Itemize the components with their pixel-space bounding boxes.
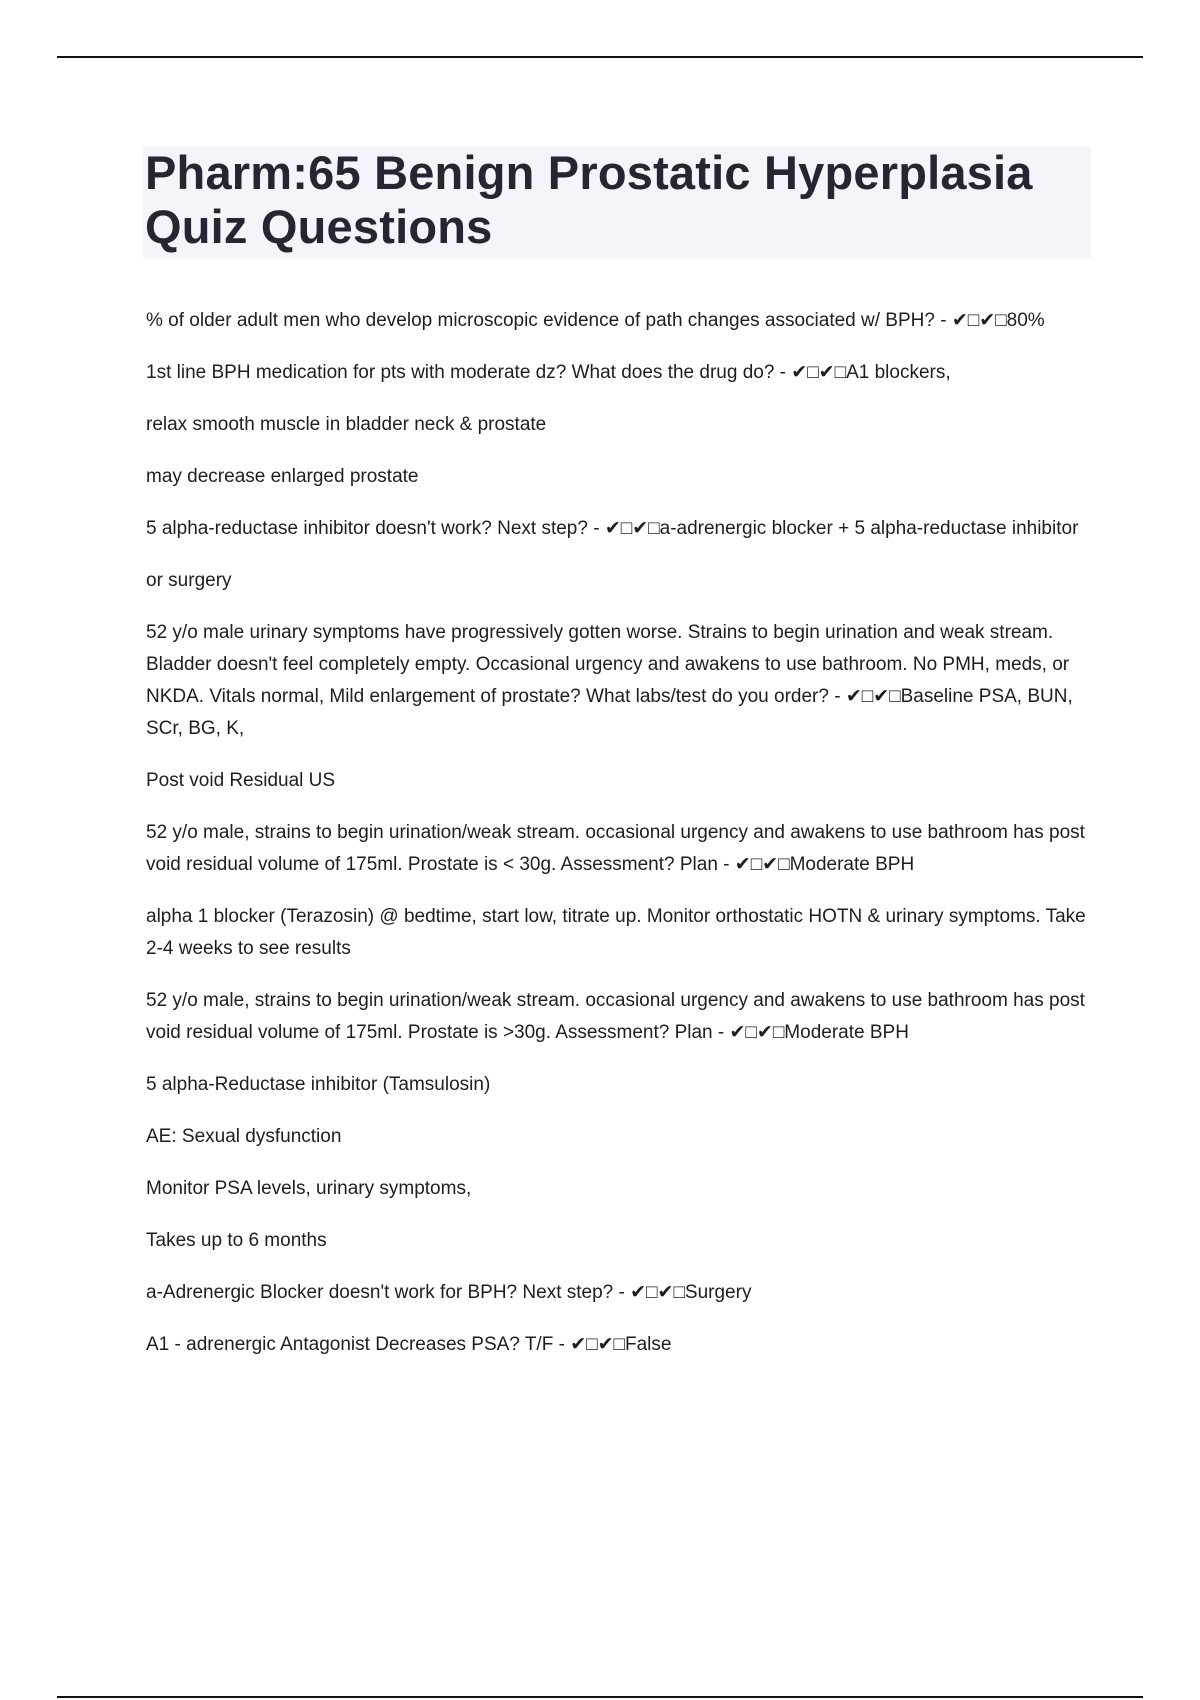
quiz-item <box>146 357 1096 389</box>
quiz-content <box>146 305 1096 1381</box>
top-rule <box>57 56 1143 58</box>
quiz-item <box>146 1277 1096 1309</box>
question-text: a-Adrenergic Blocker doesn't work for BPH? Next step? - <box>146 1282 631 1303</box>
quiz-item <box>146 513 1096 545</box>
check-separator-icon: ✔□✔□ <box>604 518 660 539</box>
title-banner <box>143 146 1091 258</box>
answer-text: Baseline PSA, BUN, SCr, BG, K, <box>146 686 1073 739</box>
answer-continuation: or surgery <box>146 570 232 591</box>
check-separator-icon: ✔□✔□ <box>734 854 790 875</box>
answer-continuation: alpha 1 blocker (Terazosin) @ bedtime, start low, titrate up. Monitor orthostatic HOTN & urinary symptoms. Take 2-4 weeks to see results <box>146 906 1086 959</box>
answer-text: Moderate BPH <box>784 1022 909 1043</box>
check-separator-icon: ✔□✔□ <box>845 686 901 707</box>
answer-continuation: Post void Residual US <box>146 770 336 791</box>
answer-text: a-adrenergic blocker + 5 alpha-reductase inhibitor <box>659 518 1079 539</box>
answer-continuation: 5 alpha-Reductase inhibitor (Tamsulosin) <box>146 1074 491 1095</box>
answer-text: A1 blockers, <box>846 362 951 383</box>
answer-text: Moderate BPH <box>789 854 915 875</box>
answer-text: Surgery <box>684 1282 752 1303</box>
quiz-item <box>146 305 1096 337</box>
question-text: A1 - adrenergic Antagonist Decreases PSA? T/F - <box>146 1334 571 1355</box>
quiz-item <box>146 617 1096 745</box>
answer-continuation: relax smooth muscle in bladder neck & prostate <box>146 414 547 435</box>
check-separator-icon: ✔□✔□ <box>729 1022 785 1043</box>
question-text: 52 y/o male, strains to begin urination/weak stream. occasional urgency and awakens to use bathroom has post void residual volume of 175ml. Prostate is < 30g. Assessment? Plan - <box>146 822 1085 875</box>
answer-continuation: Takes up to 6 months <box>146 1230 327 1251</box>
question-text: % of older adult men who develop microscopic evidence of path changes associated w/ BPH? - <box>146 310 952 331</box>
bottom-rule <box>57 1696 1143 1698</box>
answer-continuation: may decrease enlarged prostate <box>146 466 419 487</box>
quiz-item <box>146 1329 1096 1361</box>
answer-text: 80% <box>1006 310 1045 331</box>
answer-continuation: Monitor PSA levels, urinary symptoms, <box>146 1178 472 1199</box>
answer-continuation: AE: Sexual dysfunction <box>146 1126 342 1147</box>
check-separator-icon: ✔□✔□ <box>951 310 1007 331</box>
question-text: 5 alpha-reductase inhibitor doesn't work? Next step? - <box>146 518 605 539</box>
check-separator-icon: ✔□✔□ <box>630 1282 685 1303</box>
check-separator-icon: ✔□✔□ <box>791 362 847 383</box>
question-text: 52 y/o male, strains to begin urination/weak stream. occasional urgency and awakens to use bathroom has post void residual volume of 175ml. Prostate is >30g. Assessment? Plan - <box>146 990 1085 1043</box>
question-text: 1st line BPH medication for pts with moderate dz? What does the drug do? - <box>146 362 792 383</box>
page-title: Pharm:65 Benign Prostatic Hyperplasia Quiz Questions <box>145 146 1033 253</box>
quiz-item <box>146 817 1096 881</box>
answer-text: False <box>625 1334 672 1355</box>
check-separator-icon: ✔□✔□ <box>570 1334 625 1355</box>
question-text: 52 y/o male urinary symptoms have progressively gotten worse. Strains to begin urination and weak stream. Bladder doesn't feel completely empty. Occasional urgency and awakens to use bathroom. No PMH, meds, or NKDA. Vitals normal, Mild enlargement of prostate? What labs/test do you order? - <box>146 622 1070 707</box>
quiz-item <box>146 985 1096 1049</box>
